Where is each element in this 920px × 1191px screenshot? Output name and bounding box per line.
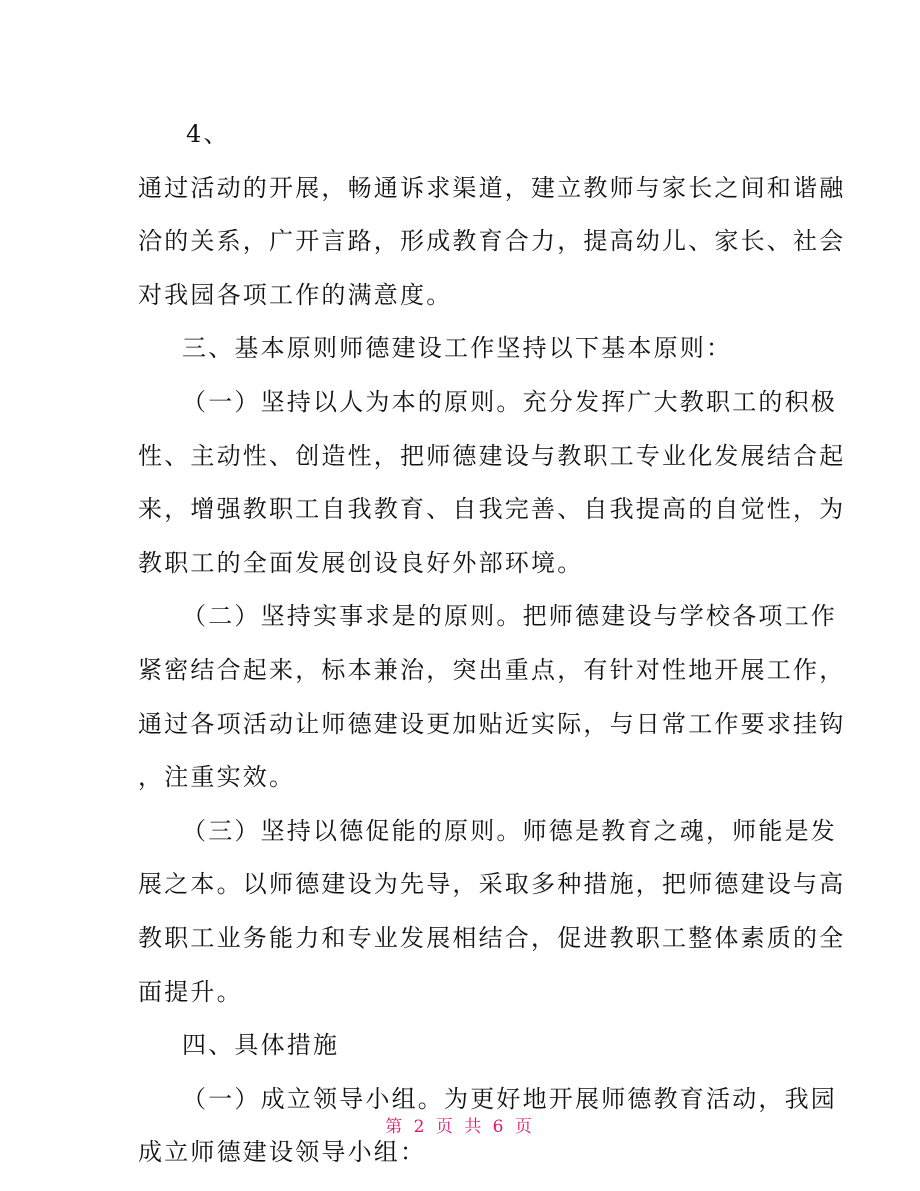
text-line: 通过各项活动让师德建设更加贴近实际，与日常工作要求挂钩 [138,709,846,738]
page-number-footer: 第 2 页 共 6 页 [385,1117,535,1137]
text-line: 来，增强教职工自我教育、自我完善、自我提高的自觉性，为 [138,495,846,524]
text-line-item-4: 4、 [186,120,230,148]
text-line: ，注重实效。 [138,763,296,792]
text-line: 洽的关系，广开言路，形成教育合力，提高幼儿、家长、社会 [138,227,846,256]
text-line: 对我园各项工作的满意度。 [138,280,453,309]
section-heading-measures: 四、具体措施 [182,1031,340,1060]
document-body [138,108,846,1180]
text-line: 成立师德建设领导小组： [138,1138,427,1167]
text-line: 教职工业务能力和专业发展相结合，促进教职工整体素质的全 [138,923,846,952]
text-line: 性、主动性、创造性，把师德建设与教职工专业化发展结合起 [138,441,846,470]
text-line: （二）坚持实事求是的原则。把师德建设与学校各项工作 [182,602,837,631]
text-line: （一）成立领导小组。为更好地开展师德教育活动，我园 [182,1084,837,1113]
text-line: 教职工的全面发展创设良好外部环境。 [138,548,584,577]
text-line: 面提升。 [138,977,243,1006]
text-line: 紧密结合起来，标本兼治，突出重点，有针对性地开展工作， [138,655,846,684]
section-heading-principles: 三、基本原则师德建设工作坚持以下基本原则： [182,334,733,363]
text-line: （一）坚持以人为本的原则。充分发挥广大教职工的积极 [182,387,837,416]
text-line: 通过活动的开展，畅通诉求渠道，建立教师与家长之间和谐融 [138,173,846,202]
text-line: 展之本。以师德建设为先导，采取多种措施，把师德建设与高 [138,870,846,899]
text-line: （三）坚持以德促能的原则。师德是教育之魂，师能是发 [182,816,837,845]
